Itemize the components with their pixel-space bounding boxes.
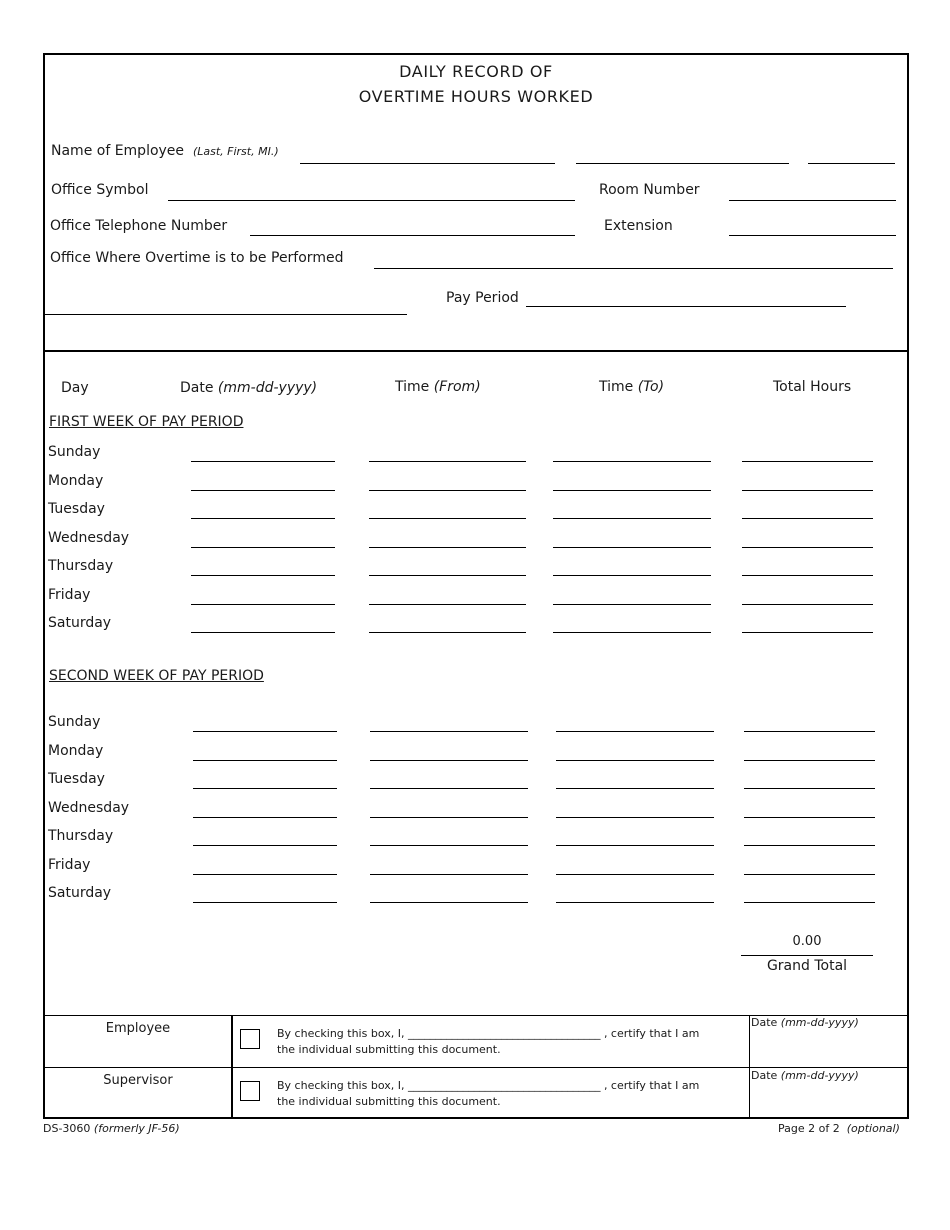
total-hours-field[interactable] — [744, 845, 875, 846]
time-to-field[interactable] — [553, 632, 711, 633]
extension-field[interactable] — [729, 235, 896, 236]
time-to-field[interactable] — [553, 518, 711, 519]
time-from-field[interactable] — [369, 518, 526, 519]
pay-period-field[interactable] — [526, 306, 846, 307]
day-label: Sunday — [48, 714, 101, 730]
office-overtime-field-continued[interactable] — [45, 314, 407, 315]
date-field[interactable] — [191, 604, 335, 605]
time-to-field[interactable] — [556, 902, 714, 903]
date-field[interactable] — [191, 632, 335, 633]
supervisor-certify-checkbox[interactable] — [240, 1081, 260, 1101]
form-title-line2: OVERTIME HOURS WORKED — [358, 87, 594, 106]
total-hours-field[interactable] — [742, 604, 873, 605]
time-to-field[interactable] — [556, 731, 714, 732]
day-label: Thursday — [48, 828, 114, 844]
time-to-field[interactable] — [553, 547, 711, 548]
time-from-field[interactable] — [370, 760, 528, 761]
date-field[interactable] — [193, 874, 337, 875]
time-to-field[interactable] — [556, 817, 714, 818]
total-hours-field[interactable] — [742, 518, 873, 519]
day-label: Friday — [48, 586, 91, 603]
total-hours-field[interactable] — [744, 817, 875, 818]
employee-certify-text: By checking this box, I, ___________________________________ , certify that I am the individual submitting this document. — [277, 1027, 700, 1056]
col-time-to-header: Time (To) — [599, 379, 665, 395]
time-to-field[interactable] — [553, 490, 711, 491]
employee-date-label: Date (mm-dd-yyyy) — [751, 1016, 859, 1029]
time-from-field[interactable] — [369, 632, 526, 633]
time-to-field[interactable] — [556, 760, 714, 761]
employee-name-label: Name of Employee (Last, First, MI.) — [51, 143, 279, 159]
day-label: Wednesday — [48, 799, 130, 816]
room-number-label: Room Number — [599, 182, 700, 198]
date-field[interactable] — [193, 845, 337, 846]
signature-date-divider — [749, 1015, 750, 1119]
date-field[interactable] — [191, 461, 335, 462]
date-field[interactable] — [191, 547, 335, 548]
time-from-field[interactable] — [369, 490, 526, 491]
total-hours-field[interactable] — [742, 547, 873, 548]
day-label: Tuesday — [48, 501, 105, 517]
date-field[interactable] — [191, 490, 335, 491]
employee-role-label: Employee — [105, 1021, 171, 1036]
total-hours-field[interactable] — [744, 874, 875, 875]
office-telephone-label: Office Telephone Number — [50, 218, 228, 234]
date-field[interactable] — [193, 760, 337, 761]
supervisor-certify-text: By checking this box, I, ___________________________________ , certify that I am the individual submitting this document. — [277, 1079, 700, 1108]
time-from-field[interactable] — [369, 575, 526, 576]
employee-name-hint: (Last, First, MI.) — [192, 145, 279, 158]
time-from-field[interactable] — [370, 788, 528, 789]
section-divider — [43, 350, 909, 352]
grand-total-label: Grand Total — [766, 958, 848, 974]
day-label: Monday — [48, 742, 104, 759]
date-field[interactable] — [193, 902, 337, 903]
office-symbol-field[interactable] — [168, 200, 575, 201]
employee-certify-checkbox[interactable] — [240, 1029, 260, 1049]
time-to-field[interactable] — [556, 874, 714, 875]
date-field[interactable] — [193, 817, 337, 818]
grand-total-line — [741, 955, 873, 956]
time-from-field[interactable] — [370, 845, 528, 846]
total-hours-field[interactable] — [742, 575, 873, 576]
time-from-field[interactable] — [370, 874, 528, 875]
date-field[interactable] — [191, 518, 335, 519]
day-label: Tuesday — [48, 771, 105, 787]
day-label: Friday — [48, 856, 91, 873]
total-hours-field[interactable] — [744, 760, 875, 761]
time-from-field[interactable] — [369, 547, 526, 548]
time-from-field[interactable] — [369, 604, 526, 605]
day-label: Thursday — [48, 558, 114, 574]
time-to-field[interactable] — [556, 788, 714, 789]
office-telephone-field[interactable] — [250, 235, 575, 236]
office-overtime-label: Office Where Overtime is to be Performed — [50, 250, 344, 266]
total-hours-field[interactable] — [744, 731, 875, 732]
date-field[interactable] — [193, 788, 337, 789]
day-label: Wednesday — [48, 529, 130, 546]
office-symbol-label: Office Symbol — [51, 182, 149, 198]
time-from-field[interactable] — [369, 461, 526, 462]
time-to-field[interactable] — [553, 461, 711, 462]
col-date-header: Date (mm-dd-yyyy) — [180, 380, 318, 396]
employee-first-name-field[interactable] — [576, 163, 789, 164]
time-to-field[interactable] — [553, 604, 711, 605]
date-field[interactable] — [193, 731, 337, 732]
time-from-field[interactable] — [370, 902, 528, 903]
day-label: Monday — [48, 472, 104, 489]
form-id: DS-3060 (formerly JF-56) — [43, 1122, 180, 1135]
total-hours-field[interactable] — [742, 490, 873, 491]
total-hours-field[interactable] — [742, 461, 873, 462]
supervisor-role-label: Supervisor — [103, 1073, 173, 1088]
day-label: Saturday — [48, 615, 112, 631]
extension-label: Extension — [604, 218, 673, 234]
total-hours-field[interactable] — [744, 902, 875, 903]
page-number: Page 2 of 2 (optional) — [778, 1122, 900, 1135]
time-from-field[interactable] — [370, 731, 528, 732]
total-hours-field[interactable] — [744, 788, 875, 789]
total-hours-field[interactable] — [742, 632, 873, 633]
day-label: Saturday — [48, 885, 112, 901]
pay-period-label: Pay Period — [446, 290, 519, 306]
room-number-field[interactable] — [729, 200, 896, 201]
week1-heading: FIRST WEEK OF PAY PERIOD — [49, 414, 244, 430]
col-time-from-header: Time (From) — [395, 379, 481, 395]
col-day-header: Day — [61, 380, 89, 396]
time-from-field[interactable] — [370, 817, 528, 818]
employee-last-name-field[interactable] — [300, 163, 555, 164]
time-to-field[interactable] — [553, 575, 711, 576]
day-label: Sunday — [48, 444, 101, 460]
date-field[interactable] — [191, 575, 335, 576]
week2-heading: SECOND WEEK OF PAY PERIOD — [49, 668, 264, 684]
supervisor-date-label: Date (mm-dd-yyyy) — [751, 1069, 859, 1082]
col-total-hours-header: Total Hours — [773, 379, 852, 395]
grand-total-value: 0.00 — [792, 934, 822, 949]
office-overtime-field[interactable] — [374, 268, 893, 269]
form-title-line1: DAILY RECORD OF — [399, 62, 553, 81]
employee-mi-field[interactable] — [808, 163, 895, 164]
time-to-field[interactable] — [556, 845, 714, 846]
